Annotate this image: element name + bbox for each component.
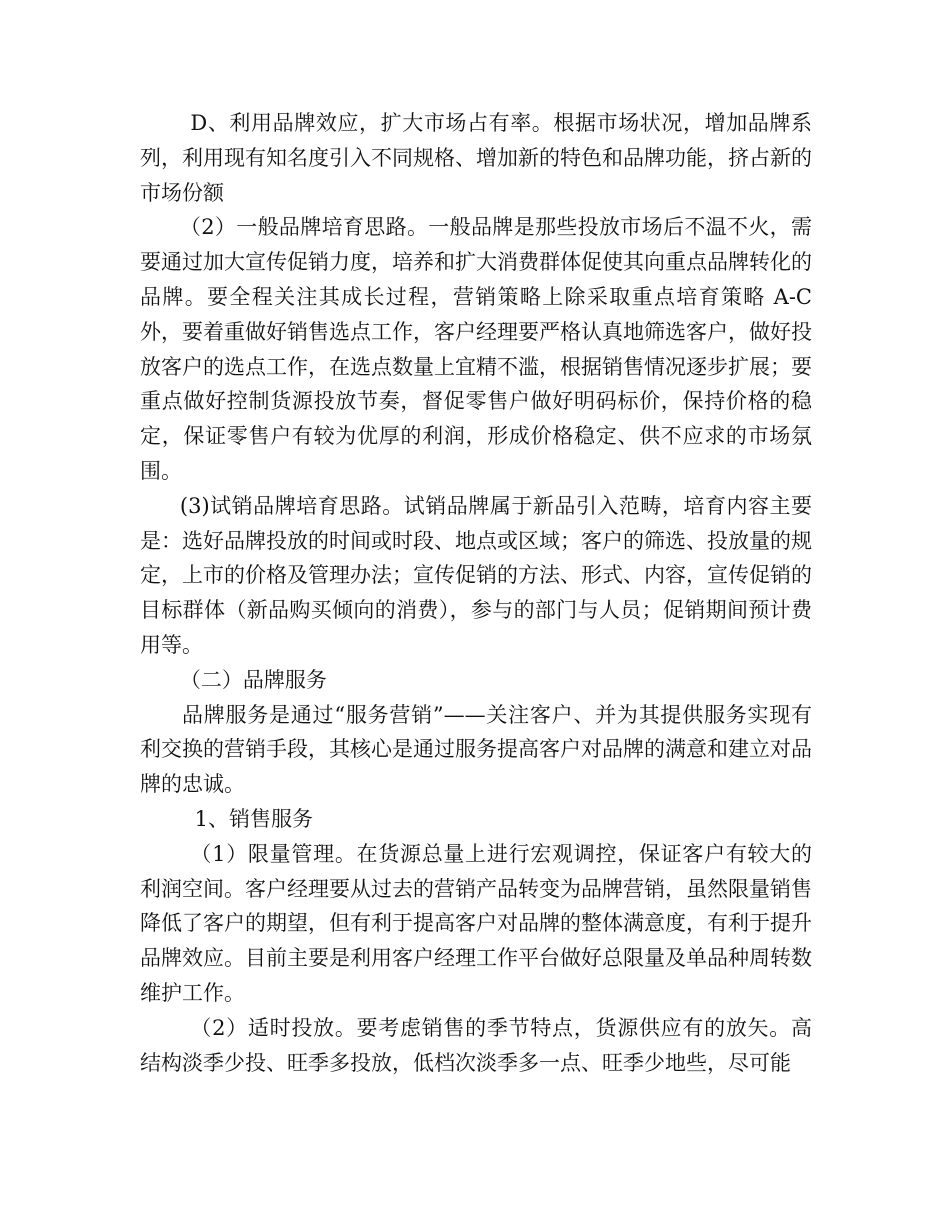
paragraph-timely-delivery: （2）适时投放。要考虑销售的季节特点，货源供应有的放矢。高结构淡季少投、旺季多投放，低档次淡季多一点、旺季少地些，尽可能 (140, 1015, 812, 1075)
paragraph-brand-effect: D、利用品牌效应，扩大市场占有率。根据市场状况，增加品牌系列，利用现有知名度引入不同规格、增加新的特色和品牌功能，挤占新的市场份额 (140, 111, 812, 205)
paragraph-quota-management: （1）限量管理。在货源总量上进行宏观调控，保证客户有较大的利润空间。客户经理要从过去的营销产品转变为品牌营销，虽然限量销售降低了客户的期望，但有利于提高客户对品牌的整体满意度，有利于提升品牌效应。目前主要是利用客户经理工作平台做好总限量及单品种周转数维护工作。 (140, 841, 812, 1005)
paragraph-brand-service: 品牌服务是通过“服务营销”——关注客户、并为其提供服务实现有利交换的营销手段，其核心是通过服务提高客户对品牌的满意和建立对品牌的忠诚。 (140, 702, 812, 797)
paragraph-general-brand: （2）一般品牌培育思路。一般品牌是那些投放市场后不温不火，需要通过加大宣传促销力度，培养和扩大消费群体促使其向重点品牌转化的品牌。要全程关注其成长过程，营销策略上除采取重点培育策略 A-C 外，要着重做好销售选点工作，客户经理要严格认真地筛选客户，做好投放客户的选点工作，在选点数量上宜精不滥，根据销售情况逐步扩展；要重点做好控制货源投放节奏，督促零售户做好明码标价，保持价格的稳定，保证零售户有较为优厚的利润，形成价格稳定、供不应求的市场氛围。 (140, 215, 812, 483)
paragraph-trial-brand: (3)试销品牌培育思路。试销品牌属于新品引入范畴，培育内容主要是：选好品牌投放的时间或时段、地点或区域；客户的筛选、投放量的规定，上市的价格及管理办法；宣传促销的方法、形式、内容，宣传促销的目标群体（新品购买倾向的消费），参与的部门与人员；促销期间预计费用等。 (140, 493, 812, 657)
subsection-heading-sales-service: 1、销售服务 (194, 806, 313, 831)
section-heading-brand-service: （二）品牌服务 (179, 667, 327, 692)
document-body (140, 106, 812, 1080)
